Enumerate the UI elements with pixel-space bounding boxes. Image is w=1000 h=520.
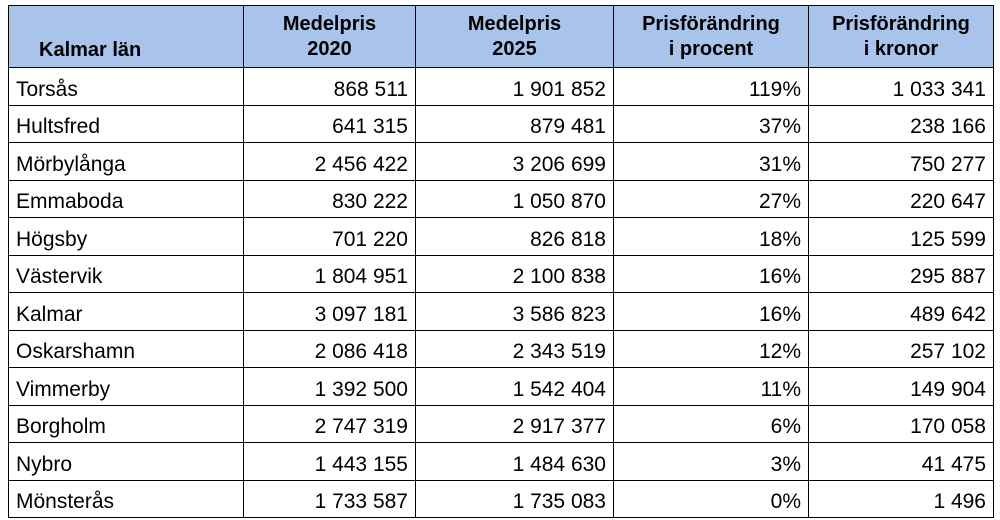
table-row (9, 330, 994, 368)
municipality-cell: Högsby (9, 218, 244, 256)
price-2025-cell: 2 343 519 (416, 330, 614, 368)
price-2020-cell: 1 733 587 (244, 480, 416, 518)
header-kalmar-lan (9, 6, 244, 68)
change-kronor-cell: 257 102 (809, 330, 994, 368)
table-row (9, 143, 994, 181)
change-kronor-cell: 489 642 (809, 293, 994, 331)
municipality-cell: Borgholm (9, 405, 244, 443)
change-percent-cell: 18% (614, 218, 809, 256)
header-line: Prisförändring (642, 12, 780, 35)
header-line: Prisförändring (832, 12, 970, 35)
municipality-cell: Nybro (9, 443, 244, 481)
price-2020-cell: 1 804 951 (244, 255, 416, 293)
price-table (8, 5, 994, 518)
header-line: Medelpris (467, 12, 562, 35)
table-row (9, 105, 994, 143)
price-2025-cell: 1 484 630 (416, 443, 614, 481)
header-line: Kalmar län (39, 39, 142, 61)
change-percent-cell: 119% (614, 68, 809, 106)
price-2020-cell: 2 086 418 (244, 330, 416, 368)
price-2020-cell: 3 097 181 (244, 293, 416, 331)
table-body (9, 68, 994, 518)
table-row (9, 68, 994, 106)
change-kronor-cell: 238 166 (809, 105, 994, 143)
header-prisforandring-procent (614, 6, 809, 68)
municipality-cell: Mönsterås (9, 480, 244, 518)
change-kronor-cell: 170 058 (809, 405, 994, 443)
change-percent-cell: 0% (614, 480, 809, 518)
price-2025-cell: 826 818 (416, 218, 614, 256)
change-kronor-cell: 1 033 341 (809, 68, 994, 106)
price-2025-cell: 1 542 404 (416, 368, 614, 406)
municipality-cell: Emmaboda (9, 180, 244, 218)
header-row (9, 6, 994, 68)
header-medelpris-2025 (416, 6, 614, 68)
price-2020-cell: 868 511 (244, 68, 416, 106)
header-medelpris-2020 (244, 6, 416, 68)
municipality-cell: Torsås (9, 68, 244, 106)
price-2025-cell: 1 050 870 (416, 180, 614, 218)
table-header (9, 6, 994, 68)
change-percent-cell: 31% (614, 143, 809, 181)
header-line: 2020 (307, 37, 352, 60)
municipality-cell: Mörbylånga (9, 143, 244, 181)
change-percent-cell: 3% (614, 443, 809, 481)
price-2020-cell: 2 747 319 (244, 405, 416, 443)
municipality-cell: Västervik (9, 255, 244, 293)
municipality-cell: Oskarshamn (9, 330, 244, 368)
change-kronor-cell: 295 887 (809, 255, 994, 293)
table-row (9, 480, 994, 518)
price-2025-cell: 3 206 699 (416, 143, 614, 181)
table-row (9, 368, 994, 406)
price-2020-cell: 641 315 (244, 105, 416, 143)
change-percent-cell: 16% (614, 293, 809, 331)
change-percent-cell: 6% (614, 405, 809, 443)
header-line: Medelpris (282, 12, 377, 35)
price-2020-cell: 1 443 155 (244, 443, 416, 481)
change-kronor-cell: 220 647 (809, 180, 994, 218)
price-2020-cell: 830 222 (244, 180, 416, 218)
table-row (9, 293, 994, 331)
table-row (9, 180, 994, 218)
change-kronor-cell: 1 496 (809, 480, 994, 518)
price-2020-cell: 701 220 (244, 218, 416, 256)
header-line: 2025 (492, 37, 537, 60)
change-percent-cell: 37% (614, 105, 809, 143)
municipality-cell: Vimmerby (9, 368, 244, 406)
change-kronor-cell: 149 904 (809, 368, 994, 406)
header-prisforandring-kronor (809, 6, 994, 68)
change-percent-cell: 27% (614, 180, 809, 218)
price-2020-cell: 2 456 422 (244, 143, 416, 181)
header-line: i kronor (863, 37, 939, 60)
price-2025-cell: 2 100 838 (416, 255, 614, 293)
price-2025-cell: 879 481 (416, 105, 614, 143)
price-2025-cell: 3 586 823 (416, 293, 614, 331)
table-row (9, 443, 994, 481)
header-line: i procent (668, 37, 754, 60)
change-kronor-cell: 750 277 (809, 143, 994, 181)
table-row (9, 405, 994, 443)
change-percent-cell: 16% (614, 255, 809, 293)
table-row (9, 218, 994, 256)
price-2025-cell: 1 901 852 (416, 68, 614, 106)
change-percent-cell: 12% (614, 330, 809, 368)
table-row (9, 255, 994, 293)
change-percent-cell: 11% (614, 368, 809, 406)
change-kronor-cell: 125 599 (809, 218, 994, 256)
price-2020-cell: 1 392 500 (244, 368, 416, 406)
price-2025-cell: 1 735 083 (416, 480, 614, 518)
municipality-cell: Hultsfred (9, 105, 244, 143)
change-kronor-cell: 41 475 (809, 443, 994, 481)
municipality-cell: Kalmar (9, 293, 244, 331)
price-2025-cell: 2 917 377 (416, 405, 614, 443)
